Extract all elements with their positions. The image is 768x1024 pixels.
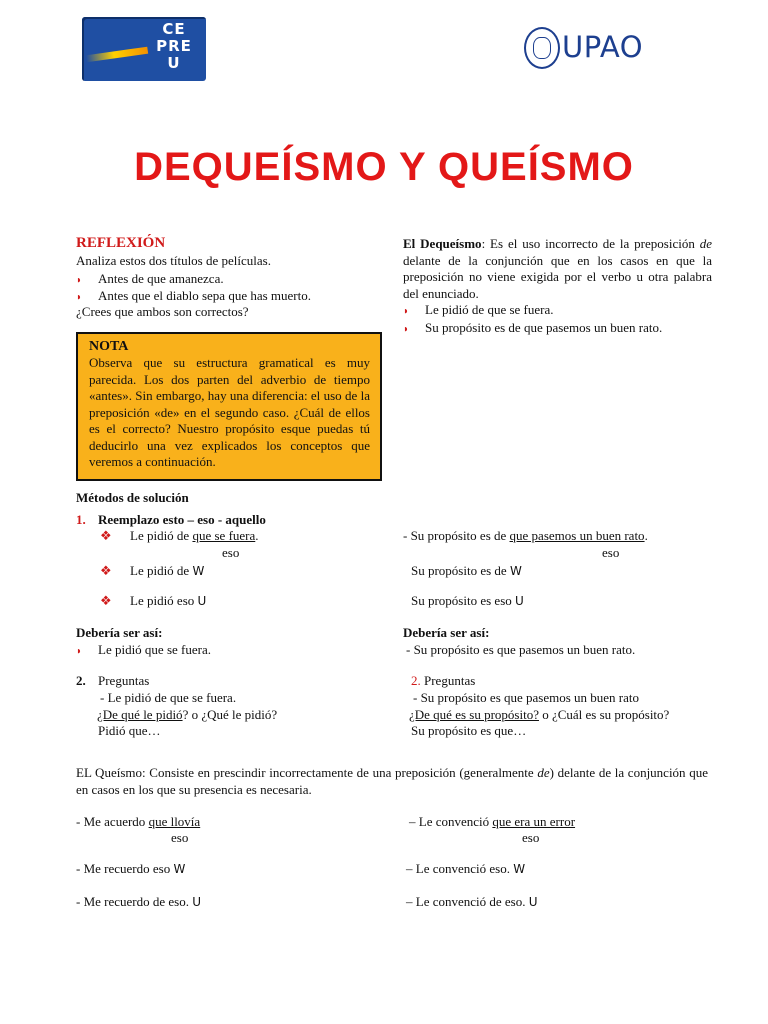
reflexion-intro: Analiza estos dos títulos de películas.	[76, 253, 271, 268]
question-line: ¿De qué es su propósito? o ¿Cuál es su propósito?	[409, 707, 670, 722]
list-item: ◗ Le pidió de que se fuera.	[403, 301, 554, 320]
wrong-mark: W	[173, 862, 186, 876]
example-row: - Me acuerdo que llovía	[76, 814, 201, 829]
cepre-logo-text: CE PRE U	[156, 20, 192, 72]
nota-heading: NOTA	[89, 339, 129, 354]
question-line: - Le pidió de que se fuera.	[100, 690, 237, 705]
example-row: ❖ Le pidió de que se fuera.	[100, 528, 259, 543]
correct-example-right: - Su propósito es que pasemos un buen rato.	[406, 642, 636, 657]
dequeismo-definition: El Dequeísmo: Es el uso incorrecto de la preposición de delante de la conjunción que en los casos en que la preposición no viene exigida por el verbo u otra palabra del enunciado.	[403, 236, 712, 301]
deberia-heading-left: Debería ser así:	[76, 625, 163, 640]
queismo-definition: EL Queísmo: Consiste en prescindir incorrectamente de una preposición (generalmente de) delante de la conjunción que en casos en los que su presencia es necesaria.	[76, 765, 708, 797]
nota-body: Observa que su estructura gramatical es muy parecida. Los dos parten del adverbio de tiempo «antes». Sin embargo, hay una diferencia: el uso de la preposición «de» en el segundo caso. ¿Cuál de ellos es el correcto? Nuestro propósito esque puedas tú deducirlo una vez explicados los conceptos que veremos a continuación.	[89, 355, 370, 469]
correct-mark: U	[192, 895, 202, 909]
correct-mark: U	[197, 594, 207, 608]
bullet-icon: ◗	[76, 275, 83, 286]
question-line: - Su propósito es que pasemos un buen rato	[413, 690, 640, 705]
example-row: - Su propósito es de que pasemos un buen rato.	[403, 528, 648, 543]
wrong-mark: W	[513, 862, 526, 876]
metodo-1-heading: 1. Reemplazo esto – eso - aquello	[76, 512, 266, 527]
list-item: ◗ Antes de que amanezca.	[76, 270, 224, 289]
eso-label: eso	[522, 830, 540, 845]
diamond-icon: ❖	[100, 563, 112, 578]
correct-mark: U	[528, 895, 538, 909]
deberia-heading-right: Debería ser así:	[403, 625, 490, 640]
cepre-logo	[82, 17, 206, 81]
wrong-mark: W	[509, 564, 522, 578]
metodos-heading: Métodos de solución	[76, 490, 189, 505]
eso-label: eso	[602, 545, 620, 560]
example-row: – Le convenció que era un error	[409, 814, 576, 829]
pencil-icon	[86, 47, 148, 63]
question-line: ¿De qué le pidió? o ¿Qué le pidió?	[97, 707, 278, 722]
list-item: ◗ Su propósito es de que pasemos un buen rato.	[403, 319, 662, 338]
example-row: - Me recuerdo de eso. U	[76, 894, 202, 909]
nota-box	[76, 332, 382, 481]
example-row: Su propósito es eso U	[411, 593, 524, 608]
eso-label: eso	[222, 545, 240, 560]
bullet-icon: ◗	[403, 306, 410, 317]
upao-seal-icon	[524, 27, 560, 69]
example-row: ❖ Le pidió de W	[100, 563, 205, 578]
bullet-icon: ◗	[76, 646, 83, 657]
metodo-2-heading-right: 2. Preguntas	[411, 673, 476, 688]
bullet-icon: ◗	[403, 324, 410, 335]
example-row: – Le convenció de eso. U	[406, 894, 538, 909]
answer-line: Su propósito es que…	[411, 723, 527, 738]
metodo-2-heading: 2. Preguntas	[76, 673, 150, 688]
list-item: ◗ Le pidió que se fuera.	[76, 641, 211, 660]
example-row: - Me recuerdo eso W	[76, 861, 186, 876]
example-row: Su propósito es de W	[411, 563, 522, 578]
reflexion-question: ¿Crees que ambos son correctos?	[76, 304, 249, 319]
diamond-icon: ❖	[100, 528, 112, 543]
diamond-icon: ❖	[100, 593, 112, 608]
reflexion-heading: REFLEXIÓN	[76, 235, 166, 251]
example-row: – Le convenció eso. W	[406, 861, 526, 876]
correct-mark: U	[515, 594, 524, 608]
wrong-mark: W	[192, 564, 205, 578]
bullet-icon: ◗	[76, 292, 83, 303]
page-title: DEQUEÍSMO Y QUEÍSMO	[134, 145, 634, 189]
example-row: ❖ Le pidió eso U	[100, 593, 207, 608]
eso-label: eso	[171, 830, 189, 845]
list-item: ◗ Antes que el diablo sepa que has muerto.	[76, 287, 311, 306]
answer-line: Pidió que…	[98, 723, 161, 738]
upao-logo-text: UPAO	[562, 30, 644, 64]
